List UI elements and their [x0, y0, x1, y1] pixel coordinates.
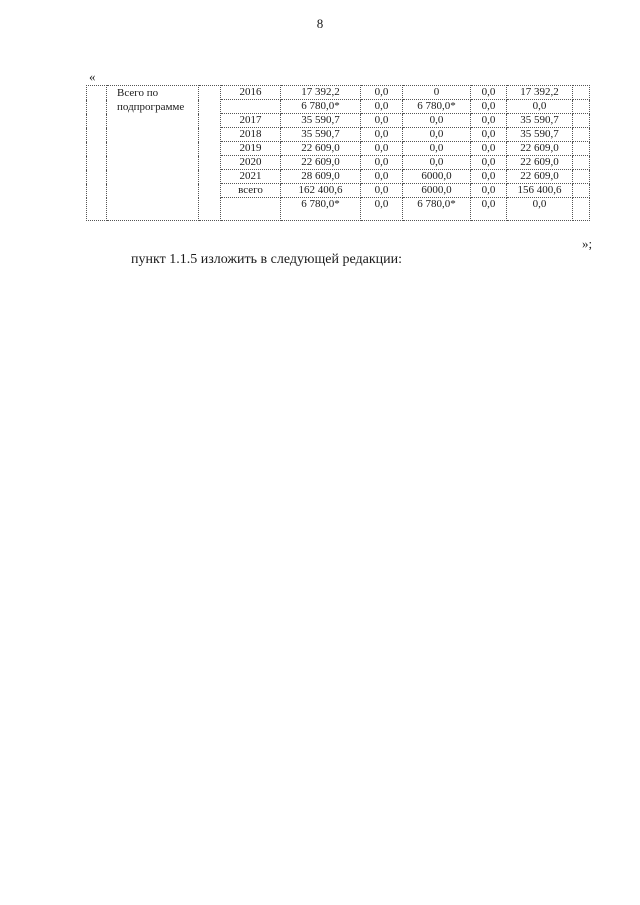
value-cell: 28 609,0: [281, 170, 361, 184]
blank-cell: [573, 128, 590, 142]
value-cell: 6 780,0*: [281, 198, 361, 221]
value-cell: 6 780,0*: [403, 100, 471, 114]
value-cell: 0,0: [403, 114, 471, 128]
value-cell: 17 392,2: [281, 86, 361, 100]
row-group-label: Всего по подпрограмме: [107, 86, 199, 221]
table-row: [87, 86, 590, 100]
value-cell: 0,0: [361, 86, 403, 100]
year-cell: 2020: [221, 156, 281, 170]
value-cell: 0,0: [471, 156, 507, 170]
year-cell: 2021: [221, 170, 281, 184]
blank-cell: [87, 86, 107, 221]
value-cell: 0,0: [403, 156, 471, 170]
value-cell: 0: [403, 86, 471, 100]
value-cell: 0,0: [361, 142, 403, 156]
value-cell: 6000,0: [403, 184, 471, 198]
opening-quote: «: [89, 69, 96, 84]
value-cell: 22 609,0: [507, 142, 573, 156]
budget-table: [86, 85, 590, 221]
value-cell: 0,0: [361, 184, 403, 198]
blank-cell: [573, 198, 590, 221]
year-cell: [221, 198, 281, 221]
budget-table-body: [87, 86, 590, 221]
value-cell: 0,0: [471, 100, 507, 114]
value-cell: 35 590,7: [507, 114, 573, 128]
blank-cell: [573, 170, 590, 184]
year-cell: 2016: [221, 86, 281, 100]
blank-cell: [199, 86, 221, 221]
value-cell: 0,0: [361, 198, 403, 221]
value-cell: 0,0: [471, 142, 507, 156]
year-cell: всего: [221, 184, 281, 198]
blank-cell: [573, 184, 590, 198]
blank-cell: [573, 100, 590, 114]
value-cell: 0,0: [403, 142, 471, 156]
value-cell: 0,0: [471, 86, 507, 100]
value-cell: 22 609,0: [507, 156, 573, 170]
closing-quote: »;: [582, 236, 593, 251]
value-cell: 0,0: [471, 128, 507, 142]
blank-cell: [573, 142, 590, 156]
page-number: 8: [316, 16, 324, 31]
value-cell: 0,0: [361, 128, 403, 142]
value-cell: 162 400,6: [281, 184, 361, 198]
blank-cell: [573, 156, 590, 170]
value-cell: 0,0: [471, 198, 507, 221]
value-cell: 35 590,7: [281, 128, 361, 142]
blank-cell: [573, 114, 590, 128]
value-cell: 0,0: [403, 128, 471, 142]
blank-cell: [573, 86, 590, 100]
value-cell: 6 780,0*: [403, 198, 471, 221]
value-cell: 0,0: [507, 198, 573, 221]
value-cell: 0,0: [361, 114, 403, 128]
value-cell: 6 780,0*: [281, 100, 361, 114]
value-cell: 22 609,0: [507, 170, 573, 184]
value-cell: 35 590,7: [507, 128, 573, 142]
value-cell: 22 609,0: [281, 142, 361, 156]
year-cell: 2018: [221, 128, 281, 142]
value-cell: 6000,0: [403, 170, 471, 184]
value-cell: 0,0: [361, 100, 403, 114]
value-cell: 0,0: [361, 156, 403, 170]
year-cell: 2019: [221, 142, 281, 156]
year-cell: 2017: [221, 114, 281, 128]
value-cell: 0,0: [471, 114, 507, 128]
value-cell: 0,0: [507, 100, 573, 114]
value-cell: 0,0: [471, 184, 507, 198]
value-cell: 0,0: [361, 170, 403, 184]
value-cell: 35 590,7: [281, 114, 361, 128]
value-cell: 0,0: [471, 170, 507, 184]
value-cell: 156 400,6: [507, 184, 573, 198]
year-cell: [221, 100, 281, 114]
value-cell: 17 392,2: [507, 86, 573, 100]
instruction-paragraph: пункт 1.1.5 изложить в следующей редакции:: [131, 252, 402, 267]
value-cell: 22 609,0: [281, 156, 361, 170]
